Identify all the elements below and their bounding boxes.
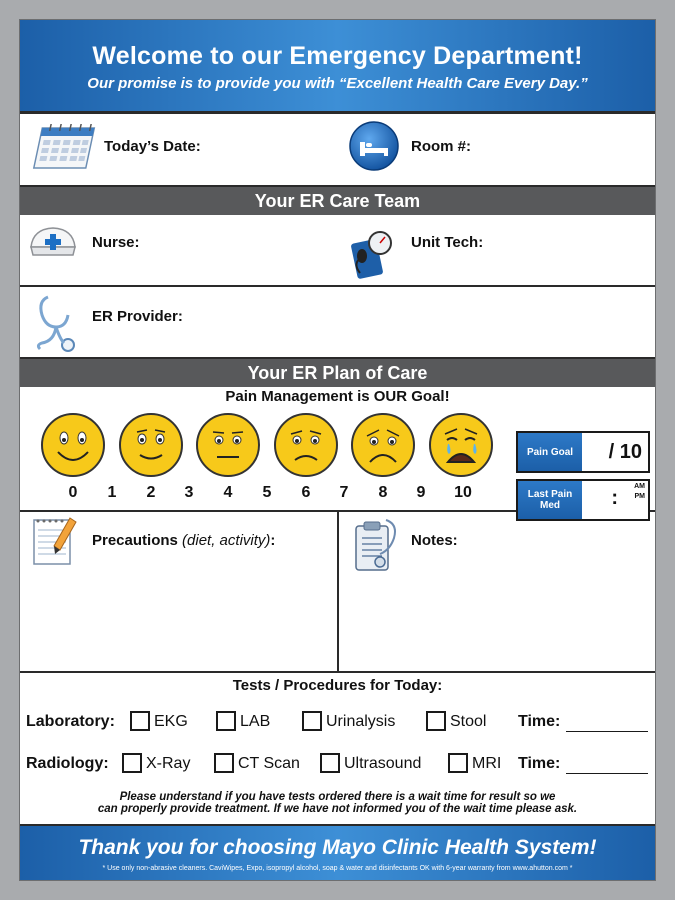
rad-time-label: Time:: [518, 755, 561, 772]
pain-scale-numbers: [40, 484, 500, 504]
radiology-label: Radiology:: [26, 755, 109, 772]
tests-heading: Tests / Procedures for Today:: [232, 677, 443, 694]
last-pain-med-label: Last Pain Med: [518, 481, 582, 519]
nurse-tech-row: [20, 215, 655, 287]
unit-tech-label: Unit Tech:: [411, 234, 484, 251]
pain-scale-0: 0: [68, 484, 78, 501]
ultrasound-checkbox[interactable]: [320, 753, 340, 773]
last-pain-med-value: :: [611, 487, 618, 509]
nurse-cap-icon: [27, 223, 79, 263]
ekg-label: EKG: [154, 713, 188, 730]
laboratory-row: [26, 711, 651, 735]
stool-label: Stool: [450, 713, 487, 730]
cleaning-fine-print: * Use only non-abrasive cleaners. CaviWipes, Expo, isopropyl alcohol, soap & water and disinfectants OK with 6-year warranty from www.ahutton.com *: [102, 865, 573, 872]
radiology-row: [26, 753, 651, 777]
pain-face-4-icon: [195, 412, 261, 478]
pm-label: PM: [634, 493, 645, 500]
lab-time-label: Time:: [518, 713, 561, 730]
pain-scale-10: 10: [454, 484, 472, 501]
pain-goal-label: Pain Goal: [518, 433, 582, 471]
pain-face-6-icon: [273, 412, 339, 478]
notes-divider: [337, 512, 339, 671]
care-board: [19, 19, 656, 881]
room-number-label: Room #:: [411, 138, 471, 155]
pain-face-8-icon: [350, 412, 416, 478]
thank-you-message: Thank you for choosing Mayo Clinic Health System!: [78, 836, 597, 859]
provider-row: [20, 287, 655, 359]
precautions-colon: :: [270, 532, 276, 549]
ct-scan-checkbox[interactable]: [214, 753, 234, 773]
pain-goal-value: / 10: [608, 441, 642, 463]
ct-scan-label: CT Scan: [238, 755, 300, 772]
ekg-checkbox[interactable]: [130, 711, 150, 731]
notes-label: Notes:: [411, 532, 458, 549]
plan-heading: Your ER Plan of Care: [20, 359, 655, 387]
precautions-label: [92, 532, 275, 549]
xray-checkbox[interactable]: [122, 753, 142, 773]
pain-heading: Pain Management is OUR Goal!: [225, 388, 450, 405]
pain-faces-scale: [40, 412, 500, 502]
pain-scale-9: 9: [416, 484, 426, 501]
precautions-notes-row: [20, 512, 655, 673]
precautions-hint: (diet, activity): [182, 532, 271, 549]
pain-face-0-icon: [40, 412, 106, 478]
pain-face-2-icon: [118, 412, 184, 478]
board-subtitle: Our promise is to provide you with “Excellent Health Care Every Day.”: [87, 75, 588, 92]
pain-scale-4: 4: [223, 484, 233, 501]
pain-scale-3: 3: [184, 484, 194, 501]
mri-checkbox[interactable]: [448, 753, 468, 773]
stool-checkbox[interactable]: [426, 711, 446, 731]
lab-time-line[interactable]: [566, 731, 648, 732]
precautions-title: Precautions: [92, 532, 178, 549]
laboratory-label: Laboratory:: [26, 713, 115, 730]
board-footer: [20, 824, 655, 880]
wait-time-notice-line2: can properly provide treatment. If we have not informed you of the wait time please ask.: [97, 803, 578, 815]
date-room-row: [20, 114, 655, 187]
clipboard-stethoscope-icon: [350, 516, 400, 576]
wait-time-notice-line1: Please understand if you have tests ordered there is a wait time for result so we: [119, 791, 556, 803]
stethoscope-icon: [34, 293, 78, 353]
pain-scale-1: 1: [107, 484, 117, 501]
board-title: Welcome to our Emergency Department!: [92, 42, 583, 70]
pain-scale-5: 5: [262, 484, 272, 501]
pain-face-10-icon: [428, 412, 494, 478]
mri-label: MRI: [472, 755, 502, 772]
board-header: [20, 20, 655, 114]
urinalysis-label: Urinalysis: [326, 713, 396, 730]
pain-scale-7: 7: [339, 484, 349, 501]
pain-scale-8: 8: [378, 484, 388, 501]
notepad-pencil-icon: [30, 516, 78, 568]
tests-section: [20, 673, 655, 826]
ultrasound-label: Ultrasound: [344, 755, 422, 772]
care-team-heading: Your ER Care Team: [20, 187, 655, 215]
blood-pressure-cuff-icon: [348, 223, 398, 281]
am-label: AM: [634, 483, 645, 490]
er-provider-label: ER Provider:: [92, 308, 183, 325]
pain-section: [20, 387, 655, 512]
pain-scale-6: 6: [301, 484, 311, 501]
lab-label: LAB: [240, 713, 271, 730]
wait-time-notice: [20, 791, 655, 815]
urinalysis-checkbox[interactable]: [302, 711, 322, 731]
todays-date-label: Today’s Date:: [104, 138, 201, 155]
rad-time-line[interactable]: [566, 773, 648, 774]
calendar-icon: [28, 120, 96, 172]
pain-goal-box[interactable]: [516, 431, 650, 473]
pain-scale-2: 2: [146, 484, 156, 501]
bed-icon: [348, 120, 400, 172]
xray-label: X-Ray: [146, 755, 191, 772]
nurse-label: Nurse:: [92, 234, 140, 251]
lab-checkbox[interactable]: [216, 711, 236, 731]
